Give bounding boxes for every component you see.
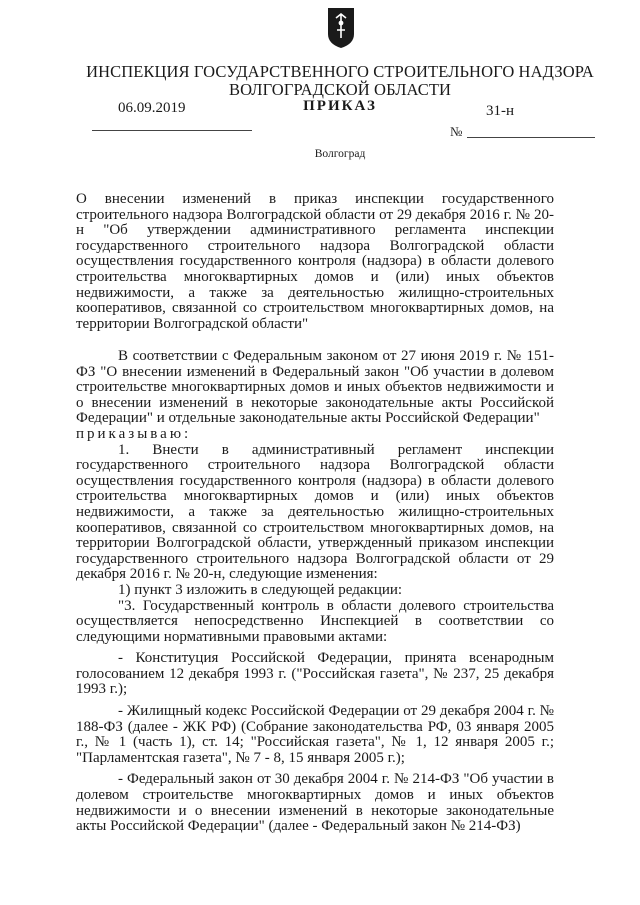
paragraph-order: приказываю: [76, 425, 192, 442]
coat-of-arms-emblem [326, 6, 356, 50]
paragraph-legal-basis: В соответствии с Федеральным законом от 27 июня 2019 г. № 151-ФЗ "О внесении изменений в Федеральный закон "Об участии в долевом строительстве многоквартирных домов и иных объектов недвижимости и о внесении изменений в некоторые законодательные акты Российской Федерации" и отдельные законодательные акты Российской Федерации" [76, 348, 554, 427]
document-type: ПРИКАЗ [303, 98, 377, 114]
number-sign: № [450, 124, 463, 139]
date-underline [92, 130, 252, 131]
paragraph-subitem-1: 1) пункт 3 изложить в следующей редакции: [118, 581, 403, 598]
number-underline [467, 137, 595, 138]
paragraph-point-3: "3. Государственный контроль в области долевого строительства осуществляется непосредственно Инспекцией в соответствии со следующими нормативными правовыми актами: [76, 597, 554, 645]
document-date: 06.09.2019 [118, 100, 186, 116]
paragraph-constitution: - Конституция Российской Федерации, принята всенародным голосованием 12 декабря 1993 г. ("Российская газета", № 237, 25 декабря 1993 г.); [76, 650, 554, 698]
document-number: 31-н [486, 103, 515, 119]
paragraph-item-1: 1. Внести в административный регламент инспекции государственного строительного надзора Волгоградской области осуществления государственного контроля (надзора) в области долевого строительства многоквартирных домов и (или) иных объектов недвижимости, а также за деятельностью жилищно-строительных кооперативов, связанной со строительством многоквартирных домов, на территории Волгоградской области, утвержденный приказом инспекции государственного строительного надзора Волгоградской области от 29 декабря 2016 г. № 20-н, следующие изменения: [76, 441, 554, 583]
paragraph-housing-code: - Жилищный кодекс Российской Федерации от 29 декабря 2004 г. № 188-ФЗ (далее - ЖК РФ) (Собрание законодательства РФ, 03 января 2005 г., № 1 (часть 1), ст. 14; "Российская газета", № 1, 12 января 2005 г.; "Парламентская газета", № 7 - 8, 15 января 2005 г.); [76, 703, 554, 766]
city: Волгоград [314, 148, 366, 160]
organization-name-line2: ВОЛГОГРАДСКОЙ ОБЛАСТИ [228, 80, 452, 99]
document-body [76, 349, 554, 835]
document-title: О внесении изменений в приказ инспекции государственного строительного надзора Волгоградской области от 29 декабря 2016 г. № 20-н "Об утверждении административного регламента инспекции государственного строительного надзора Волгоградской области осуществления государственного контроля (надзора) в области долевого строительства многоквартирных домов и (или) иных объектов недвижимости, а также за деятельностью жилищно-строительных кооперативов, связанной со строительством многоквартирных домов, на территории Волгоградской области" [76, 191, 554, 332]
organization-name-line1: ИНСПЕКЦИЯ ГОСУДАРСТВЕННОГО СТРОИТЕЛЬНОГО НАДЗОРА [86, 62, 594, 81]
paragraph-federal-law-214: - Федеральный закон от 30 декабря 2004 г. № 214-ФЗ "Об участии в долевом строительстве многоквартирных домов и иных объектов недвижимости и о внесении изменений в некоторые законодательные акты Российской Федерации" (далее - Федеральный закон № 214-ФЗ) [76, 771, 554, 835]
